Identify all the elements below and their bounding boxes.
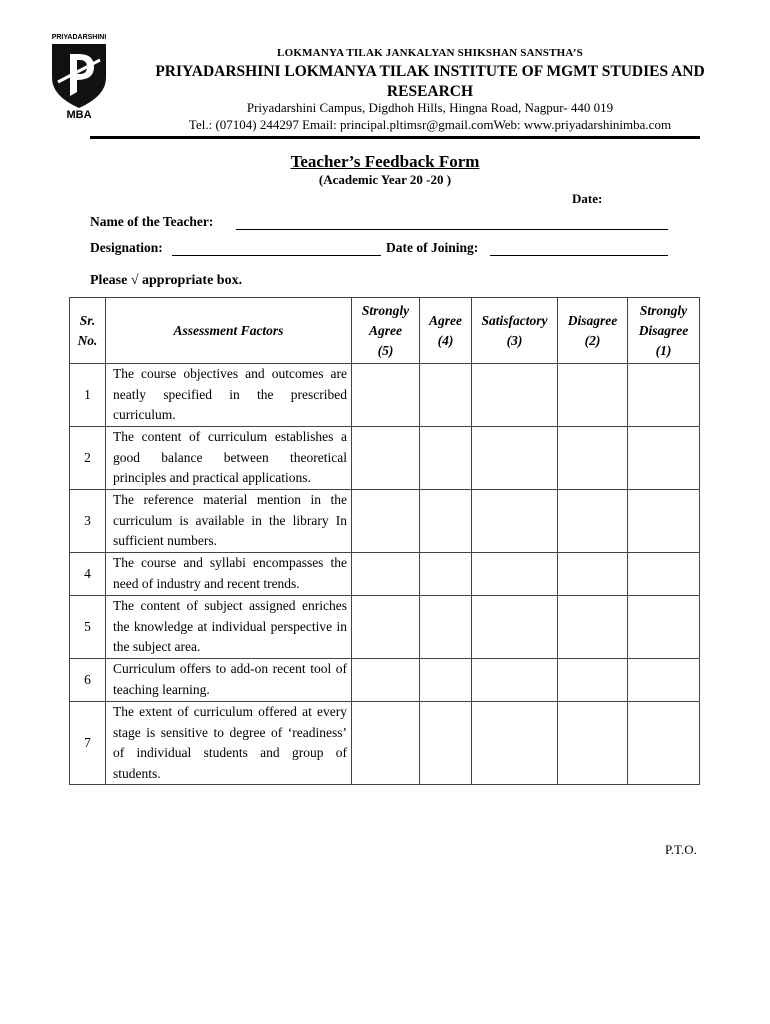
rating-cell-3[interactable] — [472, 427, 558, 490]
teacher-name-label: Name of the Teacher: — [90, 214, 214, 229]
rating-cell-2[interactable] — [558, 490, 628, 553]
rating-cell-5[interactable] — [352, 596, 420, 659]
rating-cell-2[interactable] — [558, 553, 628, 596]
teacher-name-field[interactable] — [236, 229, 668, 230]
rating-cell-3[interactable] — [472, 490, 558, 553]
table-row — [70, 659, 700, 702]
row-sr: 2 — [70, 427, 106, 490]
row-sr: 1 — [70, 364, 106, 427]
page-turn-note: P.T.O. — [665, 842, 697, 857]
joining-date-field[interactable] — [490, 255, 668, 256]
table-row — [70, 702, 700, 785]
institute-logo — [44, 30, 114, 120]
rating-cell-2[interactable] — [558, 702, 628, 785]
rating-cell-5[interactable] — [352, 659, 420, 702]
table-header-row — [70, 298, 700, 364]
date-label: Date: — [572, 191, 603, 206]
rating-cell-3[interactable] — [472, 596, 558, 659]
header-strongly-disagree: Strongly Disagree (1) — [628, 298, 700, 364]
table-row — [70, 596, 700, 659]
rating-cell-1[interactable] — [628, 553, 700, 596]
row-sr: 3 — [70, 490, 106, 553]
row-factor: The content of subject assigned enriches the knowledge at individual perspective in the subject area. — [106, 596, 352, 659]
joining-date-label: Date of Joining: — [386, 240, 479, 255]
rating-cell-2[interactable] — [558, 364, 628, 427]
rating-cell-1[interactable] — [628, 702, 700, 785]
rating-cell-4[interactable] — [420, 659, 472, 702]
row-factor: The extent of curriculum offered at every stage is sensitive to degree of ‘readiness’ of individual students and group of students. — [106, 702, 352, 785]
rating-cell-4[interactable] — [420, 490, 472, 553]
contact-info: Tel.: (07104) 244297 Email: principal.pltimsr@gmail.comWeb: www.priyadarshinimba.com — [188, 117, 672, 132]
logo-bottom-text: MBA — [66, 109, 92, 120]
rating-cell-1[interactable] — [628, 659, 700, 702]
row-factor: Curriculum offers to add-on recent tool of teaching learning. — [106, 659, 352, 702]
row-factor: The content of curriculum establishes a good balance between theoretical principles and practical applications. — [106, 427, 352, 490]
form-title: Teacher’s Feedback Form — [290, 152, 480, 171]
instruction-text: Please √ appropriate box. — [90, 273, 243, 288]
row-sr: 5 — [70, 596, 106, 659]
row-sr: 7 — [70, 702, 106, 785]
rating-cell-1[interactable] — [628, 596, 700, 659]
row-sr: 6 — [70, 659, 106, 702]
institute-name: PRIYADARSHINI LOKMANYA TILAK INSTITUTE OF MGMT STUDIES AND RESEARCH — [155, 63, 705, 100]
rating-cell-5[interactable] — [352, 364, 420, 427]
header-assessment-factors: Assessment Factors — [106, 298, 352, 364]
row-factor: The course objectives and outcomes are neatly specified in the prescribed curriculum. — [106, 364, 352, 427]
rating-cell-5[interactable] — [352, 427, 420, 490]
rating-cell-4[interactable] — [420, 702, 472, 785]
table-row — [70, 427, 700, 490]
feedback-table — [69, 297, 700, 785]
address: Priyadarshini Campus, Digdhoh Hills, Hingna Road, Nagpur- 440 019 — [246, 100, 614, 115]
rating-cell-1[interactable] — [628, 490, 700, 553]
rating-cell-5[interactable] — [352, 553, 420, 596]
header-sr-no: Sr. No. — [70, 298, 106, 364]
table-row — [70, 553, 700, 596]
row-factor: The course and syllabi encompasses the need of industry and recent trends. — [106, 553, 352, 596]
rating-cell-3[interactable] — [472, 702, 558, 785]
header-satisfactory: Satisfactory (3) — [472, 298, 558, 364]
header-agree: Agree (4) — [420, 298, 472, 364]
rating-cell-5[interactable] — [352, 702, 420, 785]
rating-cell-2[interactable] — [558, 659, 628, 702]
header-strongly-agree: Strongly Agree (5) — [352, 298, 420, 364]
rating-cell-4[interactable] — [420, 596, 472, 659]
designation-field[interactable] — [172, 255, 381, 256]
rating-cell-2[interactable] — [558, 596, 628, 659]
logo-top-text: PRIYADARSHINI — [51, 34, 107, 41]
row-sr: 4 — [70, 553, 106, 596]
designation-label: Designation: — [90, 240, 163, 255]
rating-cell-4[interactable] — [420, 553, 472, 596]
row-factor: The reference material mention in the curriculum is available in the library In sufficient numbers. — [106, 490, 352, 553]
header-divider — [90, 136, 700, 139]
rating-cell-3[interactable] — [472, 659, 558, 702]
rating-cell-5[interactable] — [352, 490, 420, 553]
rating-cell-3[interactable] — [472, 364, 558, 427]
header-disagree: Disagree (2) — [558, 298, 628, 364]
rating-cell-1[interactable] — [628, 364, 700, 427]
academic-year: (Academic Year 20 -20 ) — [318, 172, 452, 187]
rating-cell-1[interactable] — [628, 427, 700, 490]
rating-cell-4[interactable] — [420, 427, 472, 490]
table-row — [70, 364, 700, 427]
table-row — [70, 490, 700, 553]
rating-cell-2[interactable] — [558, 427, 628, 490]
rating-cell-4[interactable] — [420, 364, 472, 427]
rating-cell-3[interactable] — [472, 553, 558, 596]
society-name: LOKMANYA TILAK JANKALYAN SHIKSHAN SANSTHA’S — [277, 47, 583, 59]
